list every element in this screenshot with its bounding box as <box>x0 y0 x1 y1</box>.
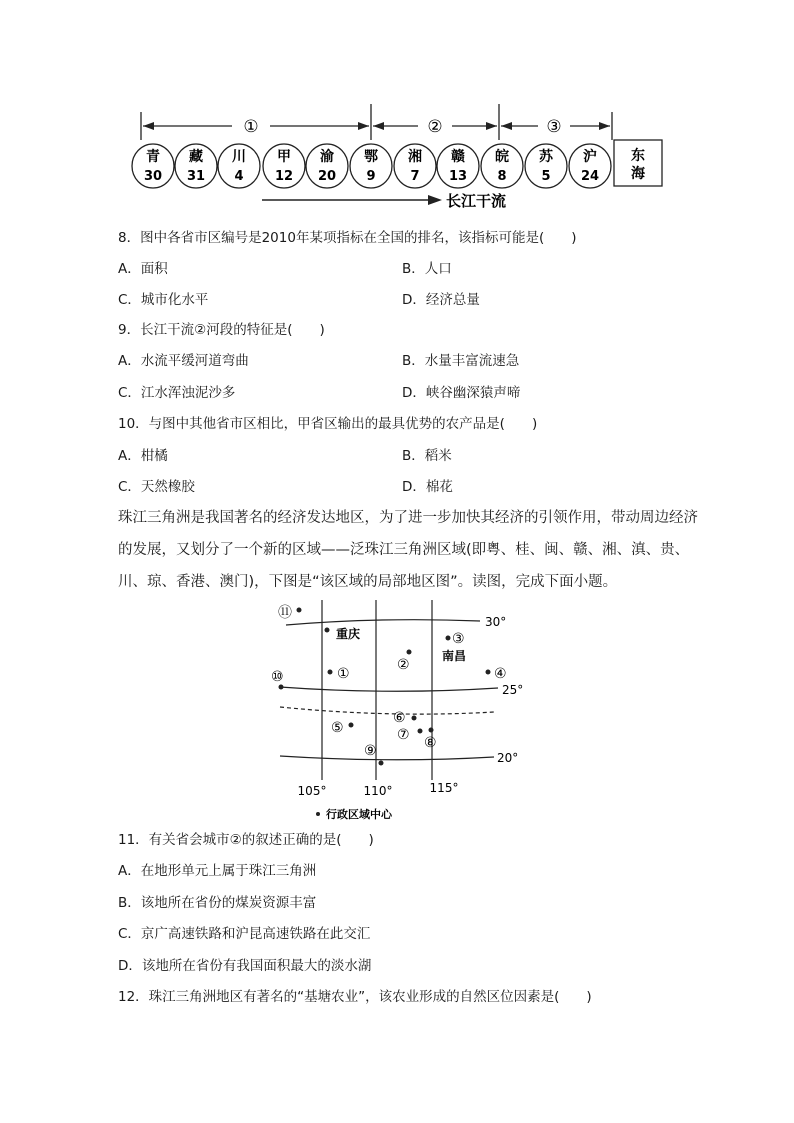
svg-text:12: 12 <box>274 169 294 184</box>
q8-option-a: A．面积 <box>118 261 168 277</box>
map-point-11: ⑪ <box>278 605 292 621</box>
svg-text:藏: 藏 <box>189 149 203 165</box>
province-circle-chuan <box>218 144 260 188</box>
province-circle-yu <box>306 144 348 188</box>
svg-text:皖: 皖 <box>495 149 509 165</box>
svg-text:4: 4 <box>234 169 244 184</box>
svg-text:31: 31 <box>186 169 206 184</box>
segment-label-1: ① <box>243 117 259 137</box>
q10-option-d: D．棉花 <box>402 479 453 495</box>
question-9-stem: 9．长江干流②河段的特征是( ) <box>118 322 325 338</box>
q8-option-c: C．城市化水平 <box>118 292 209 308</box>
q11-option-a: A．在地形单元上属于珠江三角洲 <box>118 863 317 879</box>
svg-text:20: 20 <box>317 169 337 184</box>
svg-text:湘: 湘 <box>408 149 422 165</box>
province-circle-wan <box>481 144 523 188</box>
province-circle-gan <box>437 144 479 188</box>
pearl-river-region-map <box>0 596 794 826</box>
yangtze-province-diagram <box>0 0 794 230</box>
map-point-2: ② <box>397 657 410 673</box>
city-label-nanchang: 南昌 <box>442 649 467 663</box>
q10-option-a: A．柑橘 <box>118 448 168 464</box>
segment-label-3: ③ <box>546 117 562 137</box>
map-point-7: ⑦ <box>397 727 410 743</box>
svg-text:赣: 赣 <box>451 149 465 165</box>
question-8-stem: 8．图中各省市区编号是2010年某项指标在全国的排名，该指标可能是( ) <box>118 230 577 246</box>
province-circle-su <box>525 144 567 188</box>
lat-label-20: 20° <box>497 751 519 765</box>
lat-label-30: 30° <box>485 615 507 629</box>
lon-label-105: 105° <box>297 784 327 798</box>
svg-text:5: 5 <box>541 169 551 184</box>
city-label-chongqing: 重庆 <box>336 627 361 641</box>
question-10-stem: 10．与图中其他省市区相比，甲省区输出的最具优势的农产品是( ) <box>118 416 538 432</box>
map-point-8: ⑧ <box>424 735 437 751</box>
flow-label: 长江干流 <box>446 192 507 210</box>
q8-option-b: B．人口 <box>402 261 452 277</box>
q11-option-d: D．该地所在省份有我国面积最大的淡水湖 <box>118 958 372 974</box>
lon-label-110: 110° <box>363 784 393 798</box>
passage-line-3: 川、琼、香港、澳门)，下图是“该区域的局部地区图”。读图，完成下面小题。 <box>118 574 618 590</box>
svg-text:沪: 沪 <box>583 149 597 165</box>
q9-option-c: C．江水浑浊泥沙多 <box>118 385 236 401</box>
map-point-6: ⑥ <box>393 710 406 726</box>
q9-option-d: D．峡谷幽深猿声啼 <box>402 385 521 401</box>
segment-label-2: ② <box>427 117 443 137</box>
map-point-1: ① <box>337 666 350 682</box>
svg-text:苏: 苏 <box>539 149 553 165</box>
svg-text:青: 青 <box>146 149 160 165</box>
question-11-stem: 11．有关省会城市②的叙述正确的是( ) <box>118 832 374 848</box>
map-point-9: ⑨ <box>364 743 377 759</box>
province-circle-qing <box>132 144 174 188</box>
svg-text:30: 30 <box>143 169 163 184</box>
province-circle-hu <box>569 144 611 188</box>
q9-option-a: A．水流平缓河道弯曲 <box>118 353 249 369</box>
map-point-5: ⑤ <box>331 720 344 736</box>
passage-line-2: 的发展，又划分了一个新的区域——泛珠江三角洲区域(即粤、桂、闽、赣、湘、滇、贵、 <box>118 542 690 558</box>
province-circle-jia <box>263 144 305 188</box>
province-circle-zang <box>175 144 217 188</box>
q10-option-c: C．天然橡胶 <box>118 479 195 495</box>
svg-text:东: 东 <box>631 148 645 164</box>
svg-text:13: 13 <box>448 169 468 184</box>
map-point-4: ④ <box>494 666 507 682</box>
map-legend: 行政区域中心 <box>326 808 392 821</box>
q11-option-b: B．该地所在省份的煤炭资源丰富 <box>118 895 317 911</box>
svg-text:川: 川 <box>232 149 246 165</box>
lat-label-25: 25° <box>502 683 524 697</box>
svg-text:鄂: 鄂 <box>364 149 378 165</box>
svg-text:24: 24 <box>580 169 600 184</box>
province-circle-e <box>350 144 392 188</box>
svg-text:甲: 甲 <box>277 149 291 165</box>
q11-option-c: C．京广高速铁路和沪昆高速铁路在此交汇 <box>118 926 371 942</box>
question-12-stem: 12．珠江三角洲地区有著名的“基塘农业”，该农业形成的自然区位因素是( ) <box>118 989 592 1005</box>
passage-line-1: 珠江三角洲是我国著名的经济发达地区，为了进一步加快其经济的引领作用，带动周边经济 <box>118 510 698 526</box>
svg-text:海: 海 <box>631 166 645 182</box>
svg-text:渝: 渝 <box>320 149 334 165</box>
svg-text:9: 9 <box>366 169 376 184</box>
province-circle-xiang <box>394 144 436 188</box>
east-sea-box <box>614 140 662 186</box>
lon-label-115: 115° <box>429 781 459 795</box>
svg-text:7: 7 <box>410 169 420 184</box>
svg-text:8: 8 <box>497 169 507 184</box>
q8-option-d: D．经济总量 <box>402 292 480 308</box>
q9-option-b: B．水量丰富流速急 <box>402 353 520 369</box>
map-point-3: ③ <box>452 631 465 647</box>
q10-option-b: B．稻米 <box>402 448 452 464</box>
map-point-10: ⑩ <box>271 669 284 685</box>
